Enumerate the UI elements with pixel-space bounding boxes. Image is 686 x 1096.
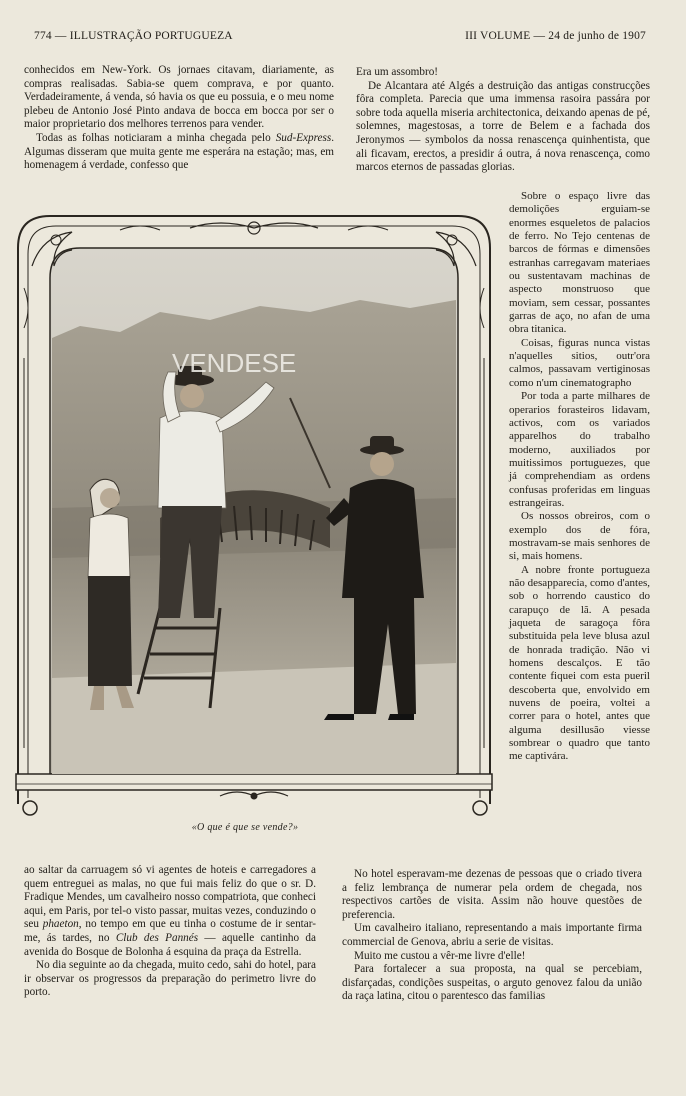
paragraph: Sobre o espaço livre das demolições erguiam-se enormes esqueletos de palacios de ferro. No Tejo centenas de barcos de fórmas e dimensões estranhas carregavam materiaes ou sustentavam machinas de aspecto monstruoso que moviam, sem cessar, possantes garras de aço, no afan de uma obra titanica. <box>509 190 650 336</box>
ornamental-frame-illustration <box>10 208 498 820</box>
paragraph: Coisas, figuras nunca vistas n'aquelles sitios, outr'ora calmos, passavam vertiginosas como n'um cinematographo <box>509 336 650 389</box>
photo-frame <box>10 208 498 820</box>
header-page-number-title: 774 — ILLUSTRAÇÃO PORTUGUEZA <box>34 30 233 42</box>
paragraph <box>24 132 334 173</box>
column-bottom-right <box>342 868 642 1004</box>
column-bottom-left <box>24 864 316 1000</box>
column-top-left <box>24 64 334 173</box>
paragraph: Por toda a parte milhares de operarios forasteiros lidavam, activos, com os variados apparelhos do trabalho moderno, auxiliados por muitissimos portuguezes, que já comprehendiam as ordens confusas proferidas em linguas estrangeiras. <box>509 390 650 509</box>
paragraph: A nobre fronte portugueza não desapparecia, como d'antes, sob o horrendo caustico do carapuço de lã. A pesada jaqueta de saragoça fôra substituida pela leve blusa azul de honrada tradição. Não vi homens descalços. E tão contente fiquei com esta pueril descoberta que, envolvido em nuvens de poeira, voltei a correr para o hotel, antes que alguma desillusão viesse sombrear o quadro que tanto me captivára. <box>509 563 650 763</box>
paragraph: No hotel esperavam-me dezenas de pessoas que o criado tivera a feliz lembrança de numerar pela ordem de chegada, nos respectivos cartões de visita. Assim não houve questões de preferencia. <box>342 868 642 921</box>
paragraph: De Alcantara até Algés a destruição das antigas construcções fôra completa. Parecia que uma immensa rasoira passára por sobre toda aquella miseria architectonica, deixando apenas de pé, solemnes, magestosas, a torre de Belem e a fachada dos Jeronymos — symbolos da nossa renascença quinhentista, que ali ficavam, erectos, a presidir á outra, á nova renascença, como marcos eternos de passadas glorias. <box>356 79 650 174</box>
header-volume-date: III VOLUME — 24 de junho de 1907 <box>465 30 646 42</box>
column-side <box>509 190 650 764</box>
page-header <box>24 30 646 46</box>
paragraph: Era um assombro! <box>356 66 439 78</box>
text-run: , no tempo em que eu tinha o costume de ir sentar-me, ás tardes, no <box>24 918 316 944</box>
paragraph: conhecidos em New-York. Os jornaes citavam, diariamente, as compras realisadas. Sabia-se quem comprava, e por quanto. Verdadeiramente, á venda, só havia os que eu possuia, e o meu nome plebeu de Antonio José Pinto andava de bocca em bocca por ser o maior proprietario dos melhores terrenos para vender. <box>24 64 334 131</box>
wall-sign-text: VENDESE <box>172 348 297 378</box>
italic-text: Sud-Express <box>275 131 332 144</box>
paragraph: Para fortalecer a sua proposta, na qual se percebiam, disfarçadas, condições suspeitas, o arguto genovez falou da união da raça latina, citou o parentesco das familias <box>342 963 642 1003</box>
text-run: ao saltar da carruagem só vi agentes de hoteis e carregadores a quem entreguei as malas, no que fui mais feliz do que o sr. D. Fradique Mendes, um cavalheiro nosso compatriota, que conheci aqui, em Paris, por tel-o visto passar, muitas vezes, conduzindo o seu <box>24 864 316 931</box>
italic-text: phaeton <box>42 918 79 931</box>
paragraph: Muito me custou a vêr-me livre d'elle! <box>354 949 526 962</box>
italic-text: Club des Pannés <box>115 931 199 944</box>
paragraph: Um cavalheiro italiano, representando a mais importante firma commercial de Genova, abriu a serie de visitas. <box>342 922 642 948</box>
paragraph <box>24 864 316 959</box>
column-top-right <box>356 66 650 175</box>
text-run: — aquelle cantinho da avenida do Bosque de Bolonha á esquina da praça da Estrella. <box>24 931 316 958</box>
paragraph: No dia seguinte ao da chegada, muito cedo, sahi do hotel, para ir observar os progressos da preparação do perimetro livre do porto. <box>24 959 316 999</box>
paragraph: Os nossos obreiros, com o exemplo dos de fóra, mostravam-se mais senhores de si, mais homens. <box>509 510 650 563</box>
text-run: Todas as folhas noticiaram a minha chegada pelo <box>36 131 276 144</box>
photo-caption: «O que é que se vende?» <box>191 822 299 833</box>
text-run: . Algumas disseram que muita gente me esperára na estação; mas, em homenagem á verdade, confesso que <box>24 131 334 172</box>
